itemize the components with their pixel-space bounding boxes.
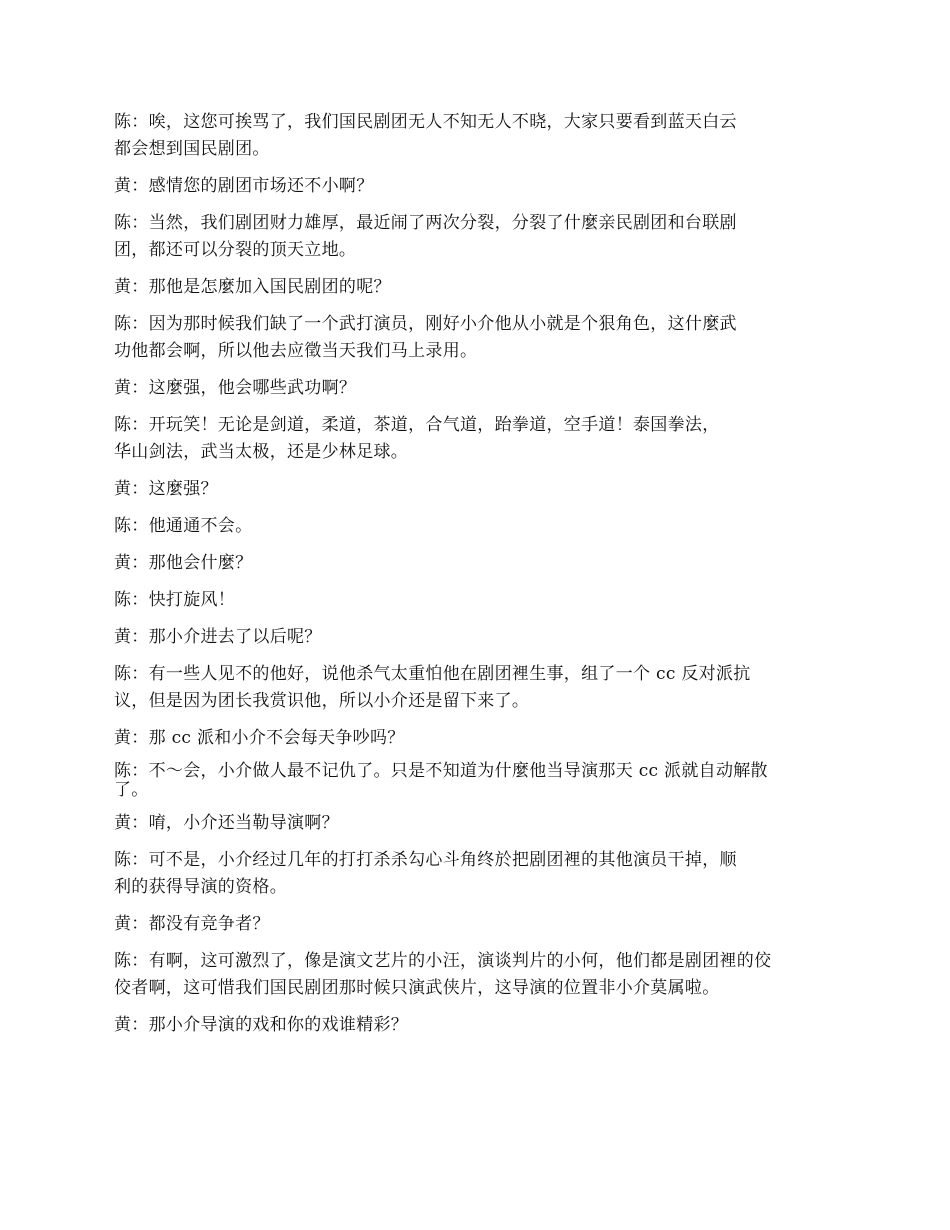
dialogue-line: 黄：那他会什麼？ — [114, 553, 253, 573]
dialogue-line: 黄：唷，小介还当勒导演啊？ — [114, 813, 339, 833]
dialogue-line: 黄：这麼强？ — [114, 479, 218, 499]
dialogue-paragraph — [114, 375, 834, 402]
dialogue-line: 陈：他通通不会。 — [114, 516, 253, 536]
dialogue-line: 黄：那他是怎麼加入国民剧团的呢？ — [114, 277, 391, 297]
dialogue-text — [114, 109, 834, 1049]
dialogue-paragraph — [114, 311, 834, 365]
dialogue-line: 陈：唉，这您可挨骂了，我们国民剧团无人不知无人不晓，大家只要看到蓝天白云 — [114, 112, 737, 132]
dialogue-paragraph — [114, 911, 834, 938]
dialogue-paragraph — [114, 173, 834, 200]
dialogue-paragraph — [114, 624, 834, 651]
dialogue-paragraph — [114, 948, 834, 1002]
dialogue-paragraph — [114, 550, 834, 577]
dialogue-line: 黄：都没有竞争者？ — [114, 914, 270, 934]
dialogue-line: 陈：因为那时候我们缺了一个武打演员，刚好小介他从小就是个狠角色，这什麼武 — [114, 314, 737, 334]
dialogue-paragraph — [114, 210, 834, 264]
dialogue-line: 陈：开玩笑！无论是剑道，柔道，茶道，合气道，跆拳道，空手道！泰国拳法， — [114, 415, 720, 435]
dialogue-line: 陈：当然，我们剧团财力雄厚，最近闹了两次分裂，分裂了什麼亲民剧团和台联剧 — [114, 213, 737, 233]
dialogue-paragraph — [114, 476, 834, 503]
dialogue-paragraph — [114, 661, 834, 715]
dialogue-paragraph — [114, 513, 834, 540]
dialogue-paragraph — [114, 109, 834, 163]
dialogue-line: 陈：不～会，小介做人最不记仇了。只是不知道为什麼他当导演那天 cc 派就自动解散 — [114, 761, 768, 781]
dialogue-line: 了。 — [114, 780, 149, 800]
dialogue-line: 功他都会啊，所以他去应徵当天我们马上录用。 — [114, 341, 478, 361]
dialogue-paragraph — [114, 725, 834, 752]
dialogue-line: 团，都还可以分裂的顶天立地。 — [114, 240, 357, 260]
dialogue-line: 黄：那小介进去了以后呢？ — [114, 627, 322, 647]
dialogue-line: 陈：快打旋风！ — [114, 590, 236, 610]
dialogue-line: 黄：那 cc 派和小介不会每天争吵吗？ — [114, 728, 405, 748]
dialogue-paragraph — [114, 810, 834, 837]
dialogue-line: 黄：那小介导演的戏和你的戏谁精彩？ — [114, 1015, 409, 1035]
dialogue-line: 黄：这麼强，他会哪些武功啊？ — [114, 378, 357, 398]
dialogue-line: 议，但是因为团长我赏识他，所以小介还是留下来了。 — [114, 691, 530, 711]
dialogue-line: 黄：感情您的剧团市场还不小啊？ — [114, 176, 374, 196]
dialogue-line: 陈：有啊，这可激烈了，像是演文艺片的小汪，演谈判片的小何，他们都是剧团裡的佼 — [114, 951, 772, 971]
dialogue-line: 佼者啊，这可惜我们国民剧团那时候只演武侠片，这导演的位置非小介莫属啦。 — [114, 978, 720, 998]
dialogue-paragraph — [114, 762, 834, 800]
dialogue-line: 都会想到国民剧团。 — [114, 139, 270, 159]
dialogue-paragraph — [114, 274, 834, 301]
dialogue-paragraph — [114, 412, 834, 466]
dialogue-line: 陈：可不是，小介经过几年的打打杀杀勾心斗角终於把剧团裡的其他演员干掉，顺 — [114, 850, 737, 870]
dialogue-paragraph — [114, 1012, 834, 1039]
dialogue-line: 华山剑法，武当太极，还是少林足球。 — [114, 442, 409, 462]
dialogue-paragraph — [114, 847, 834, 901]
dialogue-line: 陈：有一些人见不的他好，说他杀气太重怕他在剧团裡生事，组了一个 cc 反对派抗 — [114, 664, 751, 684]
dialogue-line: 利的获得导演的资格。 — [114, 877, 287, 897]
dialogue-paragraph — [114, 587, 834, 614]
